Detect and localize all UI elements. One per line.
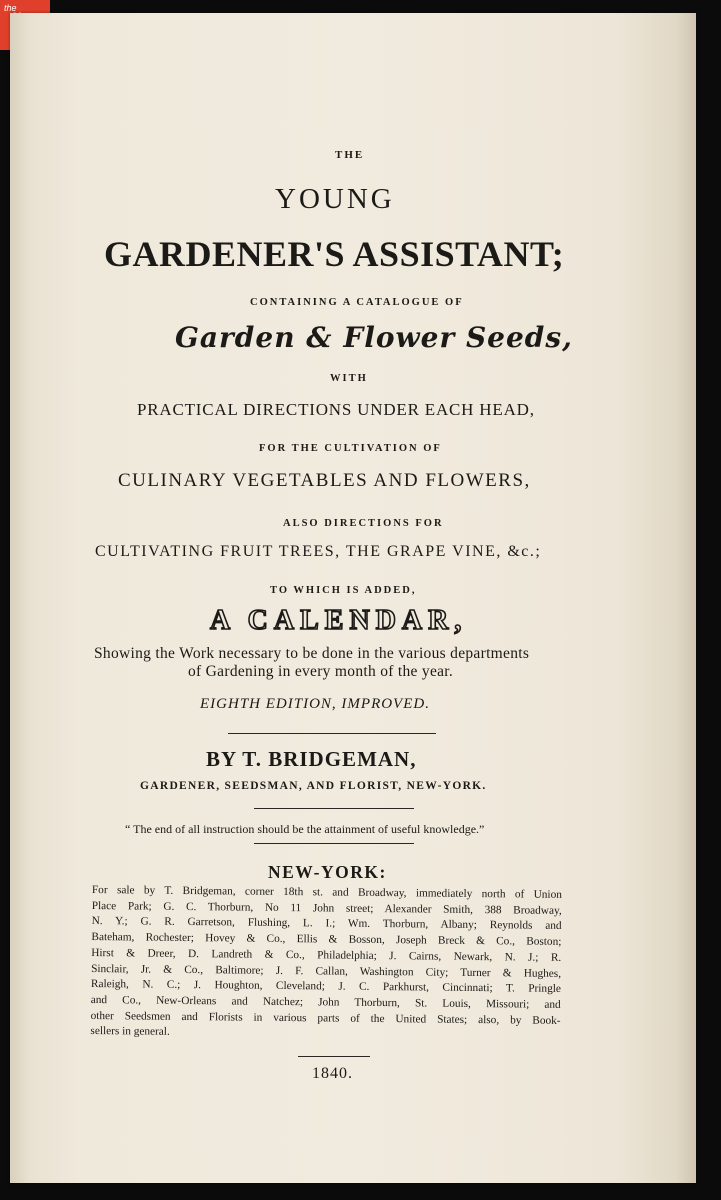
divider-rule [228, 733, 436, 734]
title-gardeners-assistant: GARDENER'S ASSISTANT; [104, 234, 565, 274]
a-calendar: A CALENDAR, [210, 605, 468, 636]
book-title-page [10, 13, 696, 1183]
cultivating-fruit-trees: CULTIVATING FRUIT TREES, THE GRAPE VINE, &c.; [95, 543, 542, 560]
showing-line-2: of Gardening in every month of the year. [188, 663, 454, 680]
imprint-city: NEW-YORK: [268, 862, 387, 882]
divider-rule [254, 843, 414, 844]
sale-line: Bateham, Rochester; Hovey & Co., Ellis & Bosson, Joseph Breck & Co., Boston; [91, 931, 562, 949]
publication-year: 1840. [312, 1065, 353, 1082]
showing-line-1: Showing the Work necessary to be done in the various departments [94, 645, 530, 662]
for-the-cultivation: FOR THE CULTIVATION OF [259, 443, 442, 454]
author-line: BY T. BRIDGEMAN, [206, 747, 417, 771]
sale-line: For sale by T. Bridgeman, corner 18th st. and Broadway, immediately north of Union [91, 883, 562, 901]
sale-line: Sinclair, Jr. & Co., Baltimore; J. F. Callan, Washington City; Turner & Hughes, [91, 962, 562, 980]
logo-the: the [4, 3, 17, 13]
sale-line: Place Park; G. C. Thorburn, No 11 John street; Alexander Smith, 388 Broadway, [91, 899, 562, 917]
divider-rule [298, 1056, 370, 1057]
title-young: YOUNG [275, 183, 395, 215]
with-line: WITH [330, 373, 368, 384]
sale-line: Raleigh, N. C.; J. Houghton, Cleveland; J. C. Parkhurst, Cincinnati; T. Pringle [90, 978, 561, 996]
divider-rule [254, 808, 414, 809]
author-occupation: GARDENER, SEEDSMAN, AND FLORIST, NEW-YORK. [140, 780, 487, 792]
sale-line: N. Y.; G. R. Garretson, Flushing, L. I.; Wm. Thorburn, Albany; Reynolds and [91, 915, 562, 933]
containing-line: CONTAINING A CATALOGUE OF [250, 297, 464, 308]
sale-notice [90, 883, 562, 1045]
practical-directions: PRACTICAL DIRECTIONS UNDER EACH HEAD, [137, 400, 535, 419]
culinary-vegetables: CULINARY VEGETABLES AND FLOWERS, [118, 470, 531, 491]
garden-flower-seeds: Garden & Flower Seeds, [175, 321, 573, 354]
sale-line: other Seedsmen and Florists in various parts of the United States; also, by Book- [90, 1009, 561, 1027]
sale-line: sellers in general. [90, 1025, 170, 1039]
title-the: THE [335, 149, 365, 161]
edition-line: EIGHTH EDITION, IMPROVED. [200, 696, 430, 712]
epigraph-quote: “ The end of all instruction should be the attainment of useful knowledge.” [125, 822, 485, 836]
also-directions: ALSO DIRECTIONS FOR [283, 518, 444, 529]
sale-line: Hirst & Dreer, D. Landreth & Co., Philadelphia; J. Cairns, Newark, N. J.; R. [91, 946, 562, 964]
sale-line: and Co., New-Orleans and Natchez; John Thorburn, St. Louis, Missouri; and [90, 993, 561, 1011]
to-which-is-added: TO WHICH IS ADDED, [270, 585, 417, 596]
